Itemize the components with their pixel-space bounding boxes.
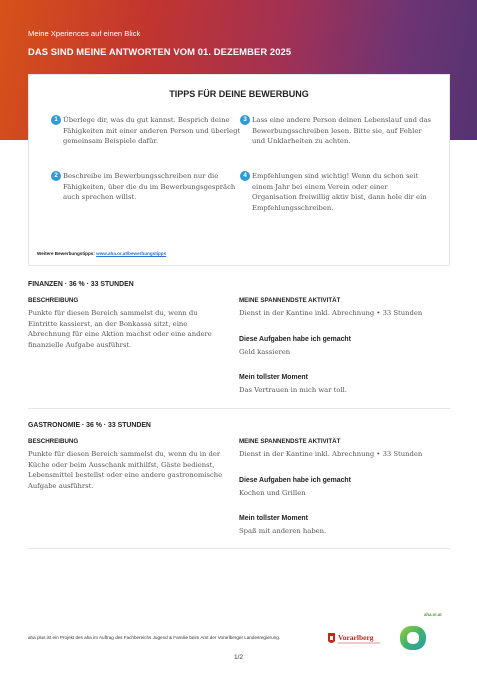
section-divider (28, 408, 450, 409)
tip-1 (54, 115, 243, 147)
page-number: 1/2 (233, 654, 244, 661)
header-title: DAS SIND MEINE ANTWORTEN VOM 01. DEZEMBER 2025 (28, 46, 292, 57)
tip-4 (243, 171, 432, 213)
tip-number-badge: 2 (51, 171, 61, 181)
tips-title: TIPPS FÜR DEINE BEWERBUNG (169, 89, 309, 99)
tip-3 (243, 115, 432, 147)
activity-text: Dienst in der Kantine inkl. Abrechnung • 33 Stunden (239, 450, 423, 458)
section-title: GASTRONOMIE · 36 % · 33 STUNDEN (28, 422, 151, 429)
tip-number-badge: 1 (51, 115, 61, 125)
activity-label: MEINE SPANNENDSTE AKTIVITÄT (239, 297, 341, 304)
tip-text: Beschreibe im Bewerbungsschreiben nur die Fähigkeiten, über die du im Bewerbungsgespräch auch sprechen willst. (63, 172, 236, 202)
more-tips (37, 251, 166, 256)
activity-label: MEINE SPANNENDSTE AKTIVITÄT (239, 438, 341, 445)
tip-text: Überlege dir, was du gut kannst. Besprich deine Fähigkeiten mit einer anderen Person und überlegt gemeinsam Beispiele dafür. (63, 116, 241, 146)
vorarlberg-logo (326, 628, 382, 650)
activity-text: Dienst in der Kantine inkl. Abrechnung • 33 Stunden (239, 309, 423, 317)
section-finanzen (28, 281, 450, 394)
description-label: BESCHREIBUNG (28, 297, 79, 304)
tip-number-badge: 4 (240, 171, 250, 181)
tip-text: Empfehlungen sind wichtig! Wenn du schon seit einem Jahr bei einem Verein oder einer Organisation freiwillig aktiv bist, dann hole dir ein Empfehlungsschreiben. (252, 172, 427, 212)
tasks-label: Diese Aufgaben habe ich gemacht (239, 336, 351, 343)
section-divider (28, 548, 450, 549)
moment-text: Spaß mit anderen haben. (239, 527, 327, 535)
aha-logo-icon (396, 620, 436, 654)
description-text: Punkte für diesen Bereich sammelst du, wenn du Eintritte kassierst, an der Bonkassa sitzt, eine Abrechnung für eine Aktion machst oder eine andere finanzielle Aufgabe ausführst. (28, 309, 212, 350)
tip-number-badge: 3 (240, 115, 250, 125)
tips-box (28, 74, 450, 266)
tasks-text: Kochen und Grillen (239, 489, 306, 497)
aha-logo-label: aha.or.at (424, 612, 442, 617)
moment-text: Das Vertrauen in mich war toll. (239, 386, 347, 394)
section-gastronomie (28, 422, 450, 542)
description-label: BESCHREIBUNG (28, 438, 79, 445)
tip-2 (54, 171, 243, 203)
description-text: Punkte für diesen Bereich sammelst du, wenn du in der Küche oder beim Ausschank mithilfst, Gäste bedienst, Lebensmittel bestellst oder eine andere gastronomische Aufgabe ausführst. (28, 450, 223, 491)
moment-label: Mein tollster Moment (239, 515, 308, 522)
tip-text: Lass eine andere Person deinen Lebenslauf und das Bewerbungsschreiben lesen. Bitte sie, auf Fehler und Unklarheiten zu achten. (252, 116, 432, 146)
moment-label: Mein tollster Moment (239, 374, 308, 381)
tasks-label: Diese Aufgaben habe ich gemacht (239, 477, 351, 484)
footer-text: aha plus ist ein Projekt des aha im Auftrag des Fachbereichs Jugend & Familie beim Amt der Vorarlberger Landesregierung. (28, 635, 281, 640)
more-tips-link[interactable]: www.aha.or.at/bewerbungstipps (96, 251, 167, 256)
vorarlberg-logo-text: Vorarlberg (338, 633, 374, 642)
tasks-text: Geld kassieren (239, 348, 291, 356)
section-title: FINANZEN · 36 % · 33 STUNDEN (28, 281, 134, 288)
header-subtitle: Meine Xperiences auf einen Blick (28, 29, 141, 38)
more-tips-label: Weitere Bewerbungstipps: (37, 251, 95, 256)
